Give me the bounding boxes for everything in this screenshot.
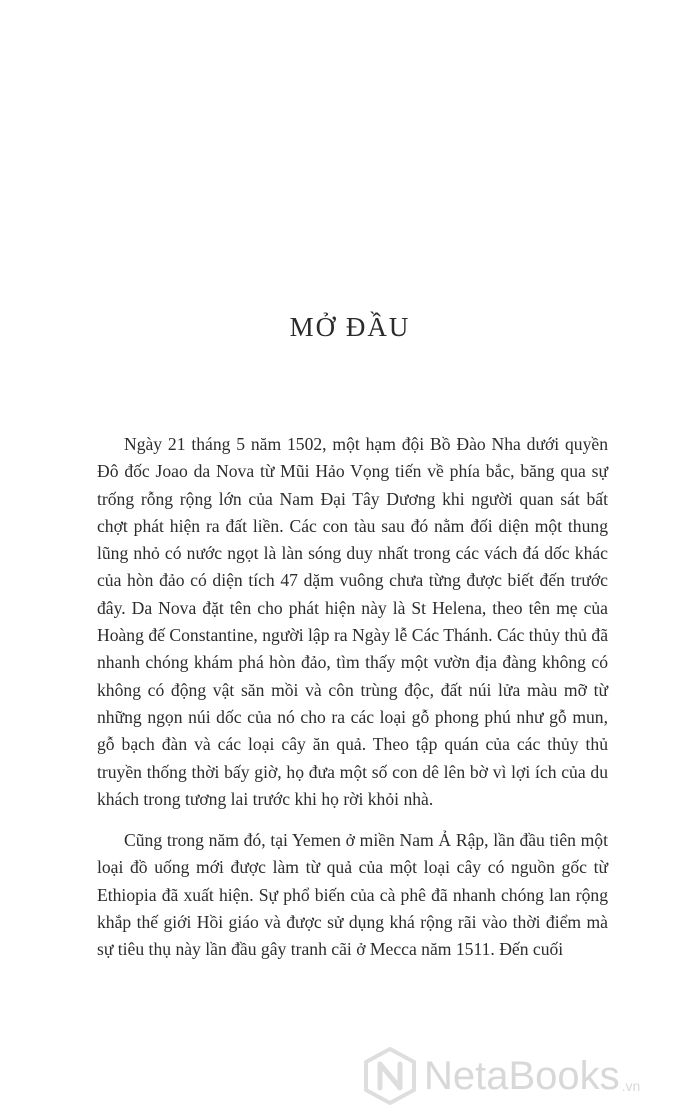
paragraph-2: Cũng trong năm đó, tại Yemen ở miền Nam Ả Rập, lần đầu tiên một loại đồ uống mới được làm từ quả của một loại cây có nguồn gốc từ Ethiopia đã xuất hiện. Sự phổ biến của cà phê đã nhanh chóng lan rộng khắp thế giới Hồi giáo và được sử dụng khá rộng rãi vào thời điểm mà sự tiêu thụ này lần đầu gây tranh cãi ở Mecca năm 1511. Đến cuối [97,830,608,960]
watermark [362,1044,696,1108]
watermark-brand: NetaBooks [424,1054,620,1098]
watermark-suffix: .vn [621,1078,641,1094]
chapter-body [97,431,608,964]
neta-n-hexagon-icon [362,1046,418,1106]
paragraph-1: Ngày 21 tháng 5 năm 1502, một hạm đội Bồ Đào Nha dưới quyền Đô đốc Joao da Nova từ Mũi Hảo Vọng tiến về phía bắc, băng qua sự trống rỗng rộng lớn của Nam Đại Tây Dương khi người quan sát bất chợt phát hiện ra đất liền. Các con tàu sau đó nằm đối diện một thung lũng nhỏ có nước ngọt là làn sóng duy nhất trong các vách đá dốc khác của hòn đảo có diện tích 47 dặm vuông chưa từng được biết đến trước đây. Da Nova đặt tên cho phát hiện này là St Helena, theo tên mẹ của Hoàng đế Constantine, người lập ra Ngày lễ Các Thánh. Các thủy thủ đã nhanh chóng khám phá hòn đảo, tìm thấy một vườn địa đàng không có không có động vật săn mồi và côn trùng độc, đất núi lửa màu mỡ từ những ngọn núi dốc của nó cho ra các loại gỗ phong phú như gỗ mun, gỗ bạch đàn và các loại cây ăn quả. Theo tập quán của các thủy thủ truyền thống thời bấy giờ, họ đưa một số con dê lên bờ vì lợi ích của du khách trong tương lai trước khi họ rời khỏi nhà. [97,434,608,809]
chapter-title: MỞ ĐẦU [289,312,411,342]
